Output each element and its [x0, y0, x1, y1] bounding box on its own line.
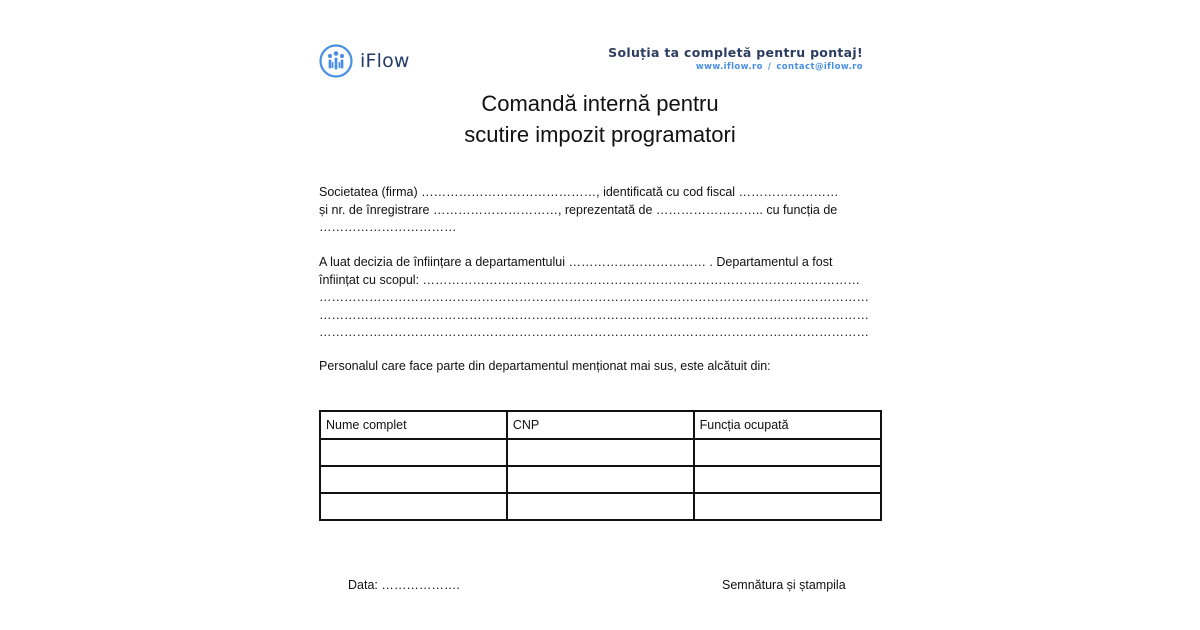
table-row — [320, 493, 881, 520]
department-paragraph — [319, 254, 884, 342]
table-cell[interactable] — [694, 493, 881, 520]
logo-text: iFlow — [360, 50, 410, 72]
department-line-3: …………………………………………………………………………………………………………………… — [319, 290, 869, 304]
document-title — [0, 88, 1200, 150]
signature-label: Semnătura și ștampila — [722, 578, 846, 592]
company-line-2: și nr. de înregistrare …………………………, reprezentată de …………………….. cu funcția de — [319, 202, 838, 217]
header-cnp: CNP — [507, 411, 694, 439]
table-cell[interactable] — [320, 466, 507, 493]
title-line-2: scutire impozit programatori — [464, 122, 736, 147]
department-line-2: înființat cu scopul: …………………………………………………………………………………………… — [319, 272, 861, 287]
contact-line — [608, 62, 863, 72]
email-link[interactable]: contact@iflow.ro — [776, 62, 863, 72]
personnel-table — [319, 410, 882, 521]
header-tagline-block — [608, 45, 863, 72]
contact-separator: / — [767, 62, 772, 72]
header-name: Nume complet — [320, 411, 507, 439]
website-link[interactable]: www.iflow.ro — [695, 62, 763, 72]
table-cell[interactable] — [694, 466, 881, 493]
table-cell[interactable] — [320, 439, 507, 466]
company-paragraph — [319, 184, 884, 237]
company-line-1: Societatea (firma) ……………………………………, identificată cu cod fiscal …………………… — [319, 185, 839, 199]
table-row — [320, 439, 881, 466]
iflow-logo-icon — [319, 44, 353, 78]
tagline: Soluția ta completă pentru pontaj! — [608, 45, 863, 60]
company-line-3: …………………………… — [319, 220, 457, 234]
header-function: Funcția ocupată — [694, 411, 881, 439]
department-line-1: A luat decizia de înființare a departamentului …………………………… . Departamentul a fost — [319, 255, 833, 269]
title-line-1: Comandă internă pentru — [481, 91, 719, 116]
table-cell[interactable] — [694, 439, 881, 466]
department-line-4: …………………………………………………………………………………………………………………… — [319, 307, 869, 322]
table-header-row — [320, 411, 881, 439]
date-field: Data: ………………. — [348, 578, 460, 592]
header-logo — [319, 44, 410, 78]
department-line-5: …………………………………………………………………………………………………………………… — [319, 325, 869, 339]
table-cell[interactable] — [507, 493, 694, 520]
table-row — [320, 466, 881, 493]
table-cell[interactable] — [507, 466, 694, 493]
personnel-line: Personalul care face parte din departamentul menționat mai sus, este alcătuit din: — [319, 359, 771, 373]
table-cell[interactable] — [320, 493, 507, 520]
personnel-paragraph — [319, 358, 884, 376]
table-cell[interactable] — [507, 439, 694, 466]
